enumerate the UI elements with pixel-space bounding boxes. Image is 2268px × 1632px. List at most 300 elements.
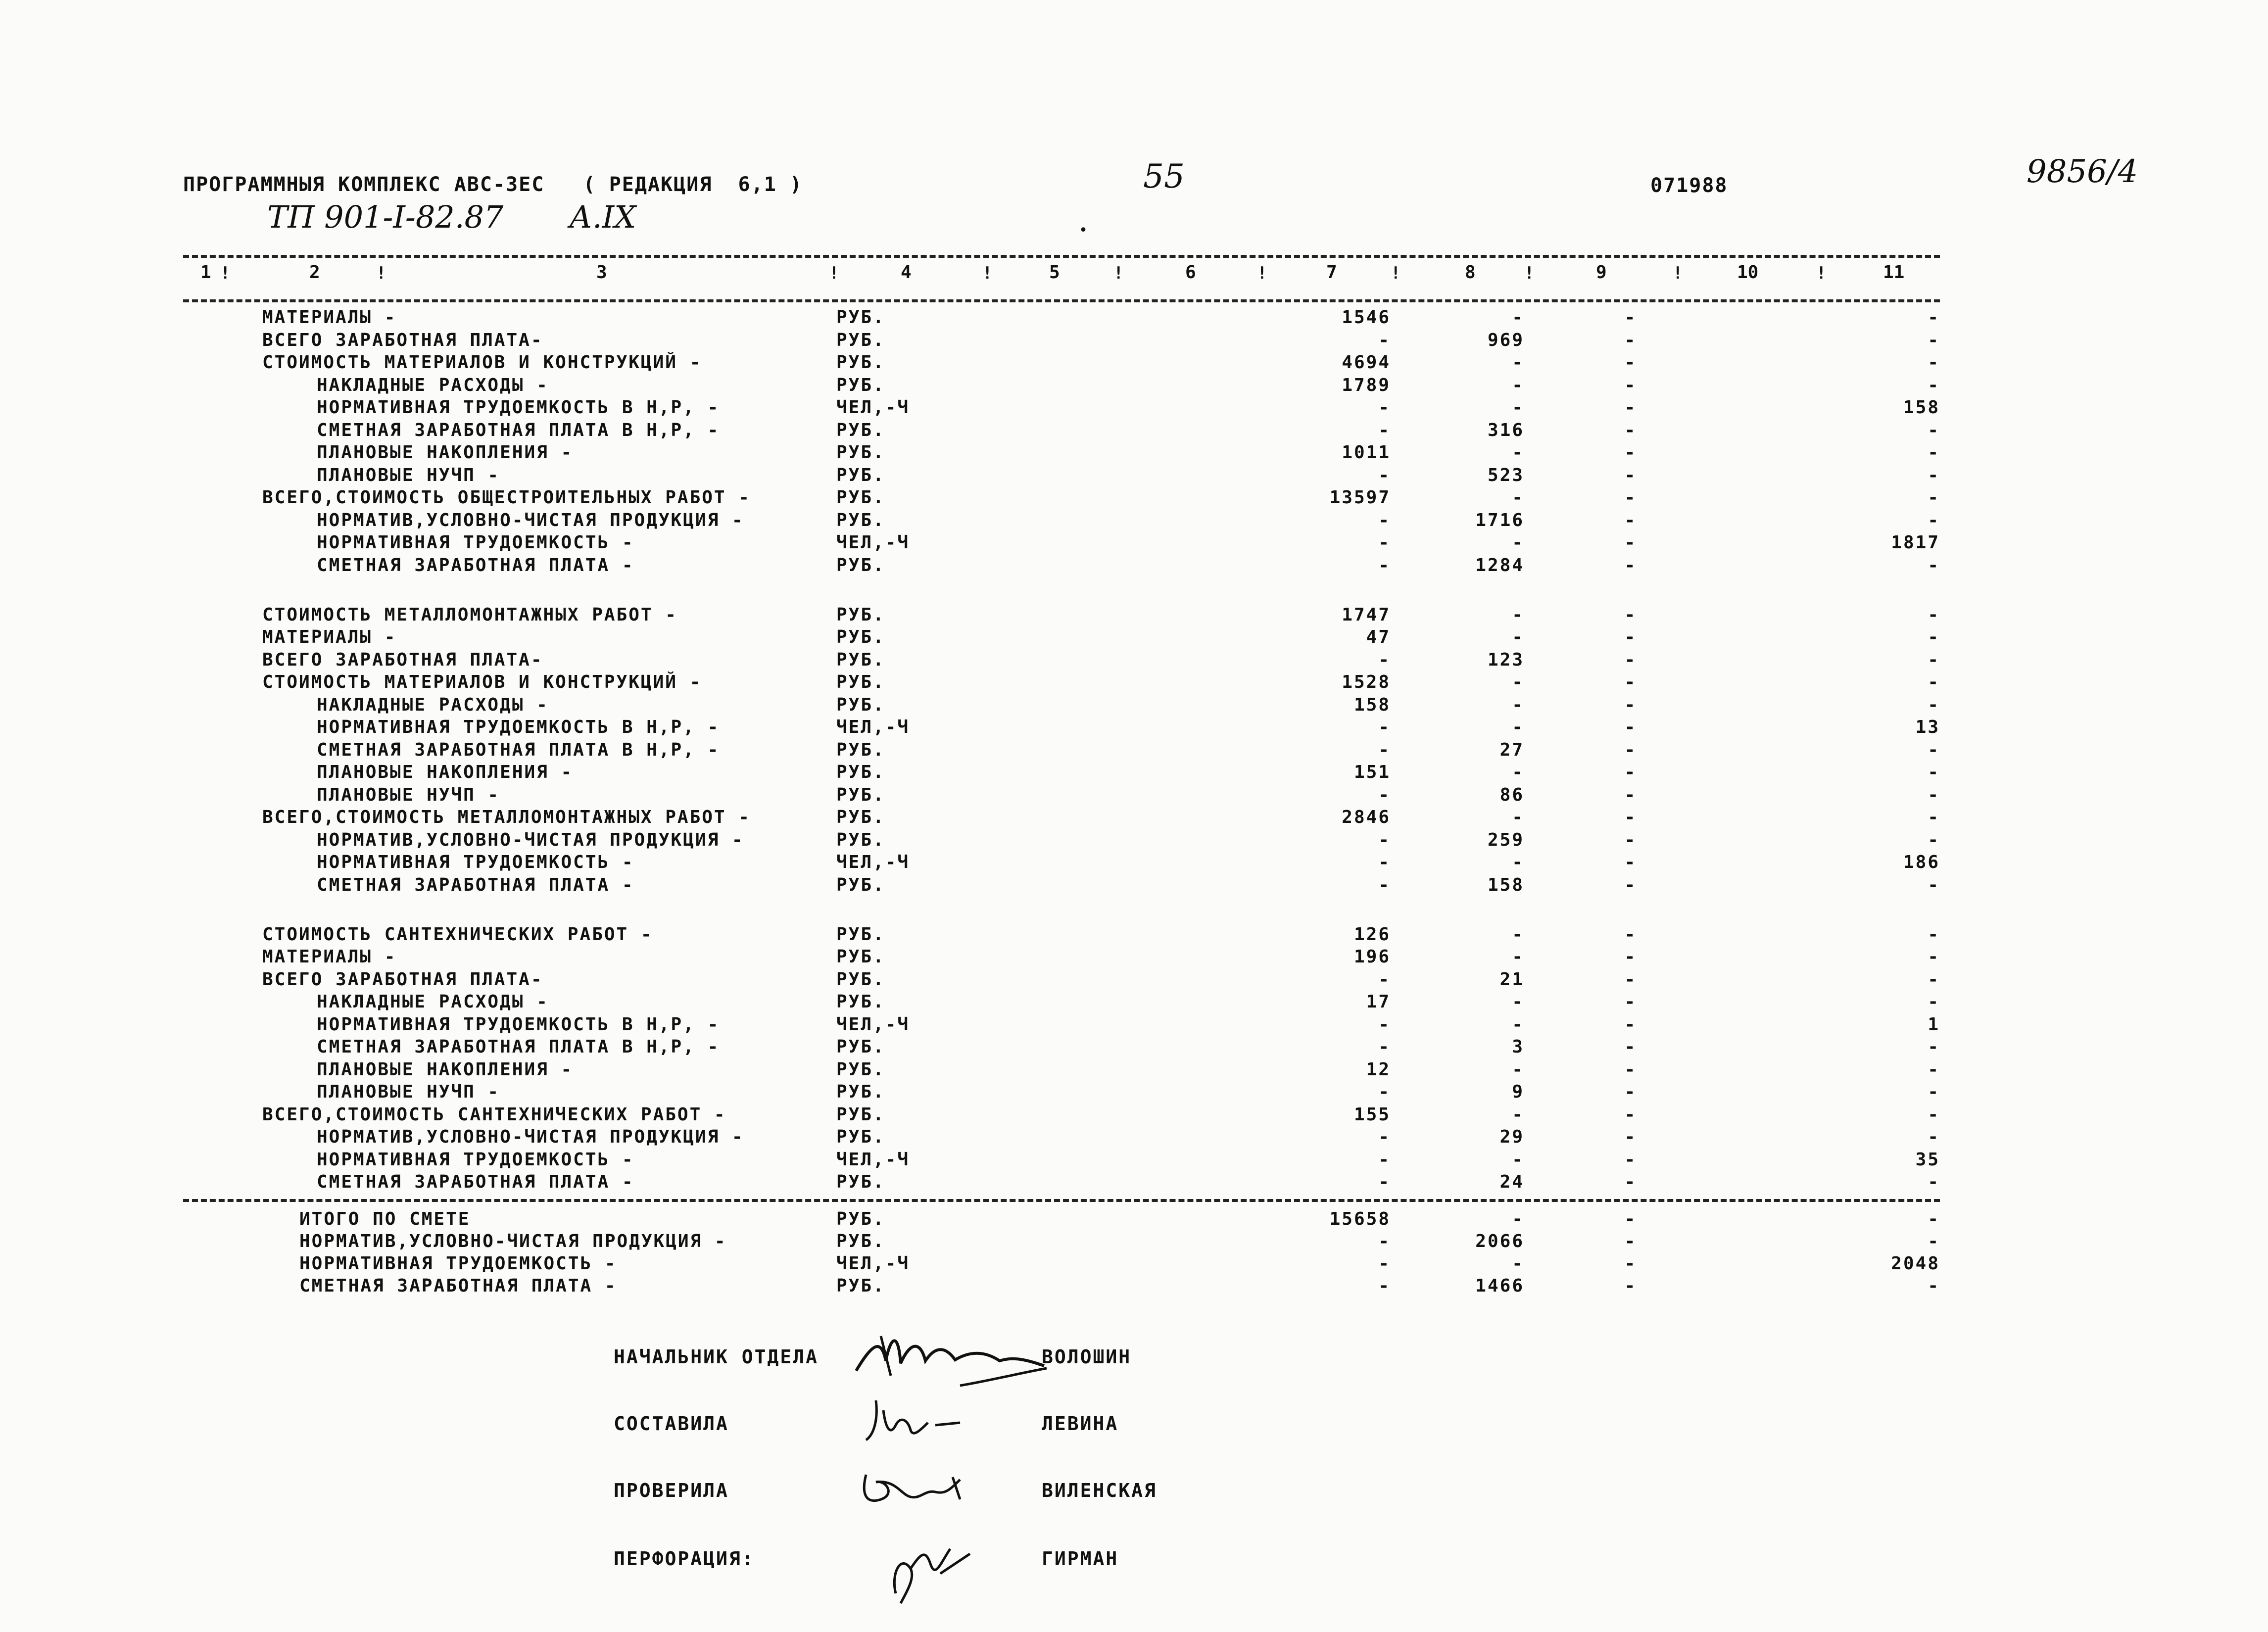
table-row [0,1275,2268,1297]
col8-value: - [1512,807,1524,827]
col9-value: - [1624,992,1637,1012]
col8-value: 123 [1487,650,1524,670]
table-row [0,555,2268,576]
col7-value: - [1378,785,1391,805]
col8-value: 24 [1499,1172,1524,1192]
table-row [0,487,2268,509]
col8-value: - [1512,307,1524,328]
col8-value: - [1512,487,1524,508]
col9-value: - [1624,1209,1637,1229]
row-label: НОРМАТИВНАЯ ТРУДОЕМКОСТЬ В Н,Р, - [317,397,720,418]
table-row [0,784,2268,806]
row-label: СТОИМОСТЬ МЕТАЛЛОМОНТАЖНЫХ РАБОТ - [262,605,677,625]
column-number: 2 [309,262,320,283]
col7-value: - [1378,875,1391,895]
col11-value: - [1928,1082,1940,1102]
col11-value: - [1928,442,1940,463]
row-label: ИТОГО ПО СМЕТЕ [299,1209,471,1229]
table-row [0,924,2268,946]
signature-name: ГИРМАН [1042,1548,1119,1570]
row-label: СМЕТНАЯ ЗАРАБОТНАЯ ПЛАТА - [317,875,634,895]
row-label: СМЕТНАЯ ЗАРАБОТНАЯ ПЛАТА В Н,Р, - [317,1037,720,1057]
col9-value: - [1624,695,1637,715]
archive-number: 9856/4 [2027,153,2138,190]
row-label: НОРМАТИВНАЯ ТРУДОЕМКОСТЬ - [317,852,634,872]
column-separator: ! [829,263,839,283]
col9-value: - [1624,875,1637,895]
col7-value: 17 [1366,992,1391,1012]
row-unit: РУБ. [836,650,885,670]
row-unit: РУБ. [836,1037,885,1057]
table-row [0,375,2268,396]
table-row [0,1149,2268,1171]
col8-value: - [1512,352,1524,373]
col8-value: 9 [1512,1082,1524,1102]
col8-value: - [1512,1059,1524,1080]
table-row [0,1059,2268,1081]
row-label: СМЕТНАЯ ЗАРАБОТНАЯ ПЛАТА - [299,1276,617,1296]
row-label: НОРМАТИВ,УСЛОВНО-ЧИСТАЯ ПРОДУКЦИЯ - [317,510,744,530]
col7-value: - [1378,1253,1391,1274]
row-label: МАТЕРИАЛЫ - [262,307,397,328]
col9-value: - [1624,762,1637,782]
col11-value: - [1928,1276,1940,1296]
row-label: СМЕТНАЯ ЗАРАБОТНАЯ ПЛАТА В Н,Р, - [317,420,720,440]
column-separator: ! [1673,263,1683,283]
table-row [0,1081,2268,1103]
col8-value: - [1512,1014,1524,1035]
col9-value: - [1624,830,1637,850]
col11-value: - [1928,510,1940,530]
col7-value: - [1378,717,1391,737]
col9-value: - [1624,969,1637,990]
col7-value: - [1378,465,1391,485]
table-top-rule [183,255,1940,258]
col11-value: - [1928,307,1940,328]
col11-value: - [1928,1231,1940,1251]
signature-role: НАЧАЛЬНИК ОТДЕЛА [614,1346,819,1368]
row-unit: РУБ. [836,1172,885,1192]
col11-value: - [1928,672,1940,692]
row-label: СТОИМОСТЬ МАТЕРИАЛОВ И КОНСТРУКЦИЙ - [262,672,702,692]
column-number: 1 [200,262,211,283]
col7-value: 1528 [1342,672,1391,692]
col11-value: - [1928,605,1940,625]
row-unit: РУБ. [836,830,885,850]
page-number: 55 [1143,157,1185,195]
col8-value: 259 [1487,830,1524,850]
col7-value: 155 [1353,1104,1391,1125]
row-unit: РУБ. [836,1082,885,1102]
table-row [0,874,2268,896]
col8-value: - [1512,1253,1524,1274]
col9-value: - [1624,555,1637,576]
signature-head-of-department [851,1316,1059,1400]
col8-value: - [1512,947,1524,967]
col8-value: 86 [1499,785,1524,805]
col7-value: - [1378,1150,1391,1170]
col8-value: 2066 [1475,1231,1524,1251]
table-row [0,694,2268,716]
col11-value: - [1928,875,1940,895]
table-row [0,649,2268,671]
col11-value: - [1928,1209,1940,1229]
col7-value: 4694 [1342,352,1391,373]
signature-role: ПРОВЕРИЛА [614,1480,729,1501]
header-bottom-rule [183,299,1940,302]
col11-value: - [1928,465,1940,485]
row-label: НОРМАТИВНАЯ ТРУДОЕМКОСТЬ - [317,532,634,553]
col9-value: - [1624,1014,1637,1035]
col11-value: - [1928,807,1940,827]
col7-value: 1789 [1342,375,1391,395]
signature-role: ПЕРФОРАЦИЯ: [614,1548,755,1570]
col11-value: - [1928,1127,1940,1147]
row-label: ВСЕГО,СТОИМОСТЬ ОБЩЕСТРОИТЕЛЬНЫХ РАБОТ - [262,487,751,508]
column-separator: ! [1257,263,1267,283]
row-label: СТОИМОСТЬ МАТЕРИАЛОВ И КОНСТРУКЦИЙ - [262,352,702,373]
col9-value: - [1624,740,1637,760]
col7-value: - [1378,397,1391,418]
table-row [0,330,2268,351]
column-number: 3 [596,262,607,283]
table-row [0,807,2268,828]
col7-value: 126 [1353,924,1391,945]
table-row [0,1014,2268,1036]
signature-name: ВОЛОШИН [1042,1346,1132,1368]
tp-code: ТП 901-I-82.87 [267,199,504,235]
col9-value: - [1624,605,1637,625]
col9-value: - [1624,420,1637,440]
col7-value: - [1378,330,1391,350]
col8-value: - [1512,375,1524,395]
row-unit: РУБ. [836,672,885,692]
col11-value: - [1928,420,1940,440]
signature-role: СОСТАВИЛА [614,1413,729,1435]
col8-value: - [1512,397,1524,418]
table-row [0,1171,2268,1193]
row-label: НОРМАТИВНАЯ ТРУДОЕМКОСТЬ В Н,Р, - [317,1014,720,1035]
column-number: 10 [1737,262,1759,283]
row-unit: РУБ. [836,875,885,895]
album-code: А.IX [569,199,636,235]
col8-value: - [1512,605,1524,625]
table-row [0,829,2268,851]
row-unit: ЧЕЛ,-Ч [836,1014,910,1035]
col11-value: 35 [1915,1150,1940,1170]
col8-value: 1466 [1475,1276,1524,1296]
col8-value: - [1512,672,1524,692]
row-label: МАТЕРИАЛЫ - [262,947,397,967]
col9-value: - [1624,532,1637,553]
table-row [0,739,2268,761]
ink-dot: • [1079,222,1088,239]
col9-value: - [1624,1231,1637,1251]
row-unit: РУБ. [836,307,885,328]
row-unit: ЧЕЛ,-Ч [836,1150,910,1170]
row-label: ПЛАНОВЫЕ НАКОПЛЕНИЯ - [317,1059,574,1080]
col11-value: 2048 [1891,1253,1940,1274]
col11-value: - [1928,695,1940,715]
table-row [0,604,2268,626]
col11-value: - [1928,330,1940,350]
row-label: СТОИМОСТЬ САНТЕХНИЧЕСКИХ РАБОТ - [262,924,653,945]
column-number: 6 [1185,262,1196,283]
row-unit: РУБ. [836,375,885,395]
signature-checker [856,1460,975,1514]
col9-value: - [1624,924,1637,945]
col11-value: - [1928,992,1940,1012]
table-row [0,1036,2268,1058]
col11-value: - [1928,650,1940,670]
column-separator: ! [1524,263,1535,283]
col7-value: 2846 [1342,807,1391,827]
col9-value: - [1624,672,1637,692]
col9-value: - [1624,717,1637,737]
col7-value: 158 [1353,695,1391,715]
col9-value: - [1624,1276,1637,1296]
column-number: 5 [1049,262,1060,283]
col9-value: - [1624,1059,1637,1080]
table-row [0,1231,2268,1252]
row-unit: РУБ. [836,442,885,463]
col7-value: - [1378,1037,1391,1057]
row-label: ВСЕГО ЗАРАБОТНАЯ ПЛАТА- [262,969,543,990]
col8-value: - [1512,992,1524,1012]
row-unit: РУБ. [836,330,885,350]
col9-value: - [1624,375,1637,395]
col7-value: 1546 [1342,307,1391,328]
col9-value: - [1624,397,1637,418]
row-label: СМЕТНАЯ ЗАРАБОТНАЯ ПЛАТА В Н,Р, - [317,740,720,760]
row-label: ВСЕГО,СТОИМОСТЬ САНТЕХНИЧЕСКИХ РАБОТ - [262,1104,726,1125]
col11-value: - [1928,830,1940,850]
col9-value: - [1624,1172,1637,1192]
row-label: НОРМАТИВ,УСЛОВНО-ЧИСТАЯ ПРОДУКЦИЯ - [299,1231,727,1251]
table-row [0,442,2268,464]
col9-value: - [1624,330,1637,350]
table-row [0,465,2268,486]
col7-value: - [1378,532,1391,553]
row-unit: ЧЕЛ,-Ч [836,532,910,553]
row-unit: РУБ. [836,992,885,1012]
row-unit: РУБ. [836,465,885,485]
table-row [0,946,2268,968]
row-unit: РУБ. [836,510,885,530]
col9-value: - [1624,650,1637,670]
col8-value: 29 [1499,1127,1524,1147]
row-unit: РУБ. [836,1127,885,1147]
col11-value: - [1928,924,1940,945]
row-unit: РУБ. [836,924,885,945]
row-label: ВСЕГО ЗАРАБОТНАЯ ПЛАТА- [262,650,543,670]
row-unit: РУБ. [836,947,885,967]
column-number: 4 [901,262,912,283]
col8-value: - [1512,762,1524,782]
col9-value: - [1624,627,1637,647]
row-unit: РУБ. [836,352,885,373]
row-label: ПЛАНОВЫЕ НУЧП - [317,465,500,485]
column-number: 9 [1596,262,1607,283]
col8-value: - [1512,852,1524,872]
col11-value: 1 [1928,1014,1940,1035]
col11-value: - [1928,785,1940,805]
col9-value: - [1624,442,1637,463]
col11-value: - [1928,487,1940,508]
col7-value: - [1378,969,1391,990]
col9-value: - [1624,510,1637,530]
row-label: МАТЕРИАЛЫ - [262,627,397,647]
col7-value: 1747 [1342,605,1391,625]
row-unit: ЧЕЛ,-Ч [836,717,910,737]
col8-value: 21 [1499,969,1524,990]
col7-value: 12 [1366,1059,1391,1080]
col8-value: 27 [1499,740,1524,760]
col11-value: - [1928,375,1940,395]
row-label: ВСЕГО ЗАРАБОТНАЯ ПЛАТА- [262,330,543,350]
col8-value: 523 [1487,465,1524,485]
table-row [0,762,2268,783]
col8-value: - [1512,924,1524,945]
col8-value: 1716 [1475,510,1524,530]
table-row [0,1104,2268,1126]
col8-value: 158 [1487,875,1524,895]
row-unit: ЧЕЛ,-Ч [836,397,910,418]
col7-value: 151 [1353,762,1391,782]
col9-value: - [1624,465,1637,485]
row-unit: РУБ. [836,487,885,508]
signature-perforation [881,1534,980,1613]
row-unit: РУБ. [836,1276,885,1296]
table-row [0,1208,2268,1230]
col8-value: - [1512,695,1524,715]
row-label: НОРМАТИВ,УСЛОВНО-ЧИСТАЯ ПРОДУКЦИЯ - [317,830,744,850]
row-unit: РУБ. [836,969,885,990]
table-row [0,852,2268,873]
row-label: СМЕТНАЯ ЗАРАБОТНАЯ ПЛАТА - [317,555,634,576]
col9-value: - [1624,852,1637,872]
col9-value: - [1624,1150,1637,1170]
row-unit: РУБ. [836,627,885,647]
table-row [0,420,2268,441]
row-unit: РУБ. [836,555,885,576]
table-row [0,307,2268,329]
col8-value: - [1512,1104,1524,1125]
col9-value: - [1624,947,1637,967]
column-separator: ! [376,263,386,283]
doc-code: 071988 [1650,174,1728,197]
col8-value: - [1512,717,1524,737]
col11-value: 186 [1903,852,1940,872]
col11-value: - [1928,740,1940,760]
row-unit: РУБ. [836,1059,885,1080]
row-unit: РУБ. [836,1231,885,1251]
col7-value: 196 [1353,947,1391,967]
col7-value: 13597 [1329,487,1391,508]
col11-value: - [1928,627,1940,647]
col11-value: 1817 [1891,532,1940,553]
col11-value: - [1928,947,1940,967]
col11-value: - [1928,1172,1940,1192]
col8-value: 316 [1487,420,1524,440]
row-label: ПЛАНОВЫЕ НУЧП - [317,785,500,805]
col8-value: 3 [1512,1037,1524,1057]
col9-value: - [1624,1104,1637,1125]
table-row [0,991,2268,1013]
col11-value: 13 [1915,717,1940,737]
row-label: ПЛАНОВЫЕ НУЧП - [317,1082,500,1102]
signature-name: ВИЛЕНСКАЯ [1042,1480,1157,1501]
col7-value: - [1378,1127,1391,1147]
col9-value: - [1624,352,1637,373]
col7-value: - [1378,1082,1391,1102]
row-unit: РУБ. [836,605,885,625]
table-row [0,532,2268,554]
col8-value: - [1512,627,1524,647]
column-separator: ! [1113,263,1124,283]
col8-value: - [1512,442,1524,463]
column-number: 8 [1465,262,1476,283]
row-label: НАКЛАДНЫЕ РАСХОДЫ - [317,375,549,395]
totals-rule [183,1199,1940,1202]
col7-value: - [1378,1276,1391,1296]
col9-value: - [1624,785,1637,805]
col7-value: - [1378,1014,1391,1035]
program-title: ПРОГРАММНЫЯ КОМПЛЕКС АВС-3ЕС ( РЕДАКЦИЯ 6,1 ) [183,173,803,196]
row-unit: РУБ. [836,807,885,827]
col11-value: - [1928,762,1940,782]
column-separator: ! [1816,263,1827,283]
row-label: НОРМАТИВНАЯ ТРУДОЕМКОСТЬ - [299,1253,617,1274]
row-unit: ЧЕЛ,-Ч [836,1253,910,1274]
col9-value: - [1624,1082,1637,1102]
row-unit: РУБ. [836,762,885,782]
col9-value: - [1624,487,1637,508]
signature-compiler [861,1395,970,1450]
table-row [0,626,2268,648]
row-unit: РУБ. [836,420,885,440]
row-unit: ЧЕЛ,-Ч [836,852,910,872]
row-label: СМЕТНАЯ ЗАРАБОТНАЯ ПЛАТА - [317,1172,634,1192]
col7-value: - [1378,420,1391,440]
row-label: НАКЛАДНЫЕ РАСХОДЫ - [317,992,549,1012]
table-row [0,510,2268,531]
col7-value: - [1378,1172,1391,1192]
row-label: ПЛАНОВЫЕ НАКОПЛЕНИЯ - [317,762,574,782]
col9-value: - [1624,807,1637,827]
row-label: ВСЕГО,СТОИМОСТЬ МЕТАЛЛОМОНТАЖНЫХ РАБОТ - [262,807,751,827]
column-number: 11 [1883,262,1905,283]
row-label: ПЛАНОВЫЕ НАКОПЛЕНИЯ - [317,442,574,463]
row-unit: РУБ. [836,1209,885,1229]
col7-value: - [1378,1231,1391,1251]
col11-value: - [1928,969,1940,990]
row-unit: РУБ. [836,1104,885,1125]
col7-value: - [1378,510,1391,530]
row-label: НОРМАТИВНАЯ ТРУДОЕМКОСТЬ В Н,Р, - [317,717,720,737]
col11-value: 158 [1903,397,1940,418]
row-unit: РУБ. [836,785,885,805]
col9-value: - [1624,1253,1637,1274]
row-label: НАКЛАДНЫЕ РАСХОДЫ - [317,695,549,715]
table-row [0,352,2268,374]
col7-value: 1011 [1342,442,1391,463]
col9-value: - [1624,1037,1637,1057]
col11-value: - [1928,1104,1940,1125]
row-label: НОРМАТИВ,УСЛОВНО-ЧИСТАЯ ПРОДУКЦИЯ - [317,1127,744,1147]
col8-value: 1284 [1475,555,1524,576]
col8-value: 969 [1487,330,1524,350]
